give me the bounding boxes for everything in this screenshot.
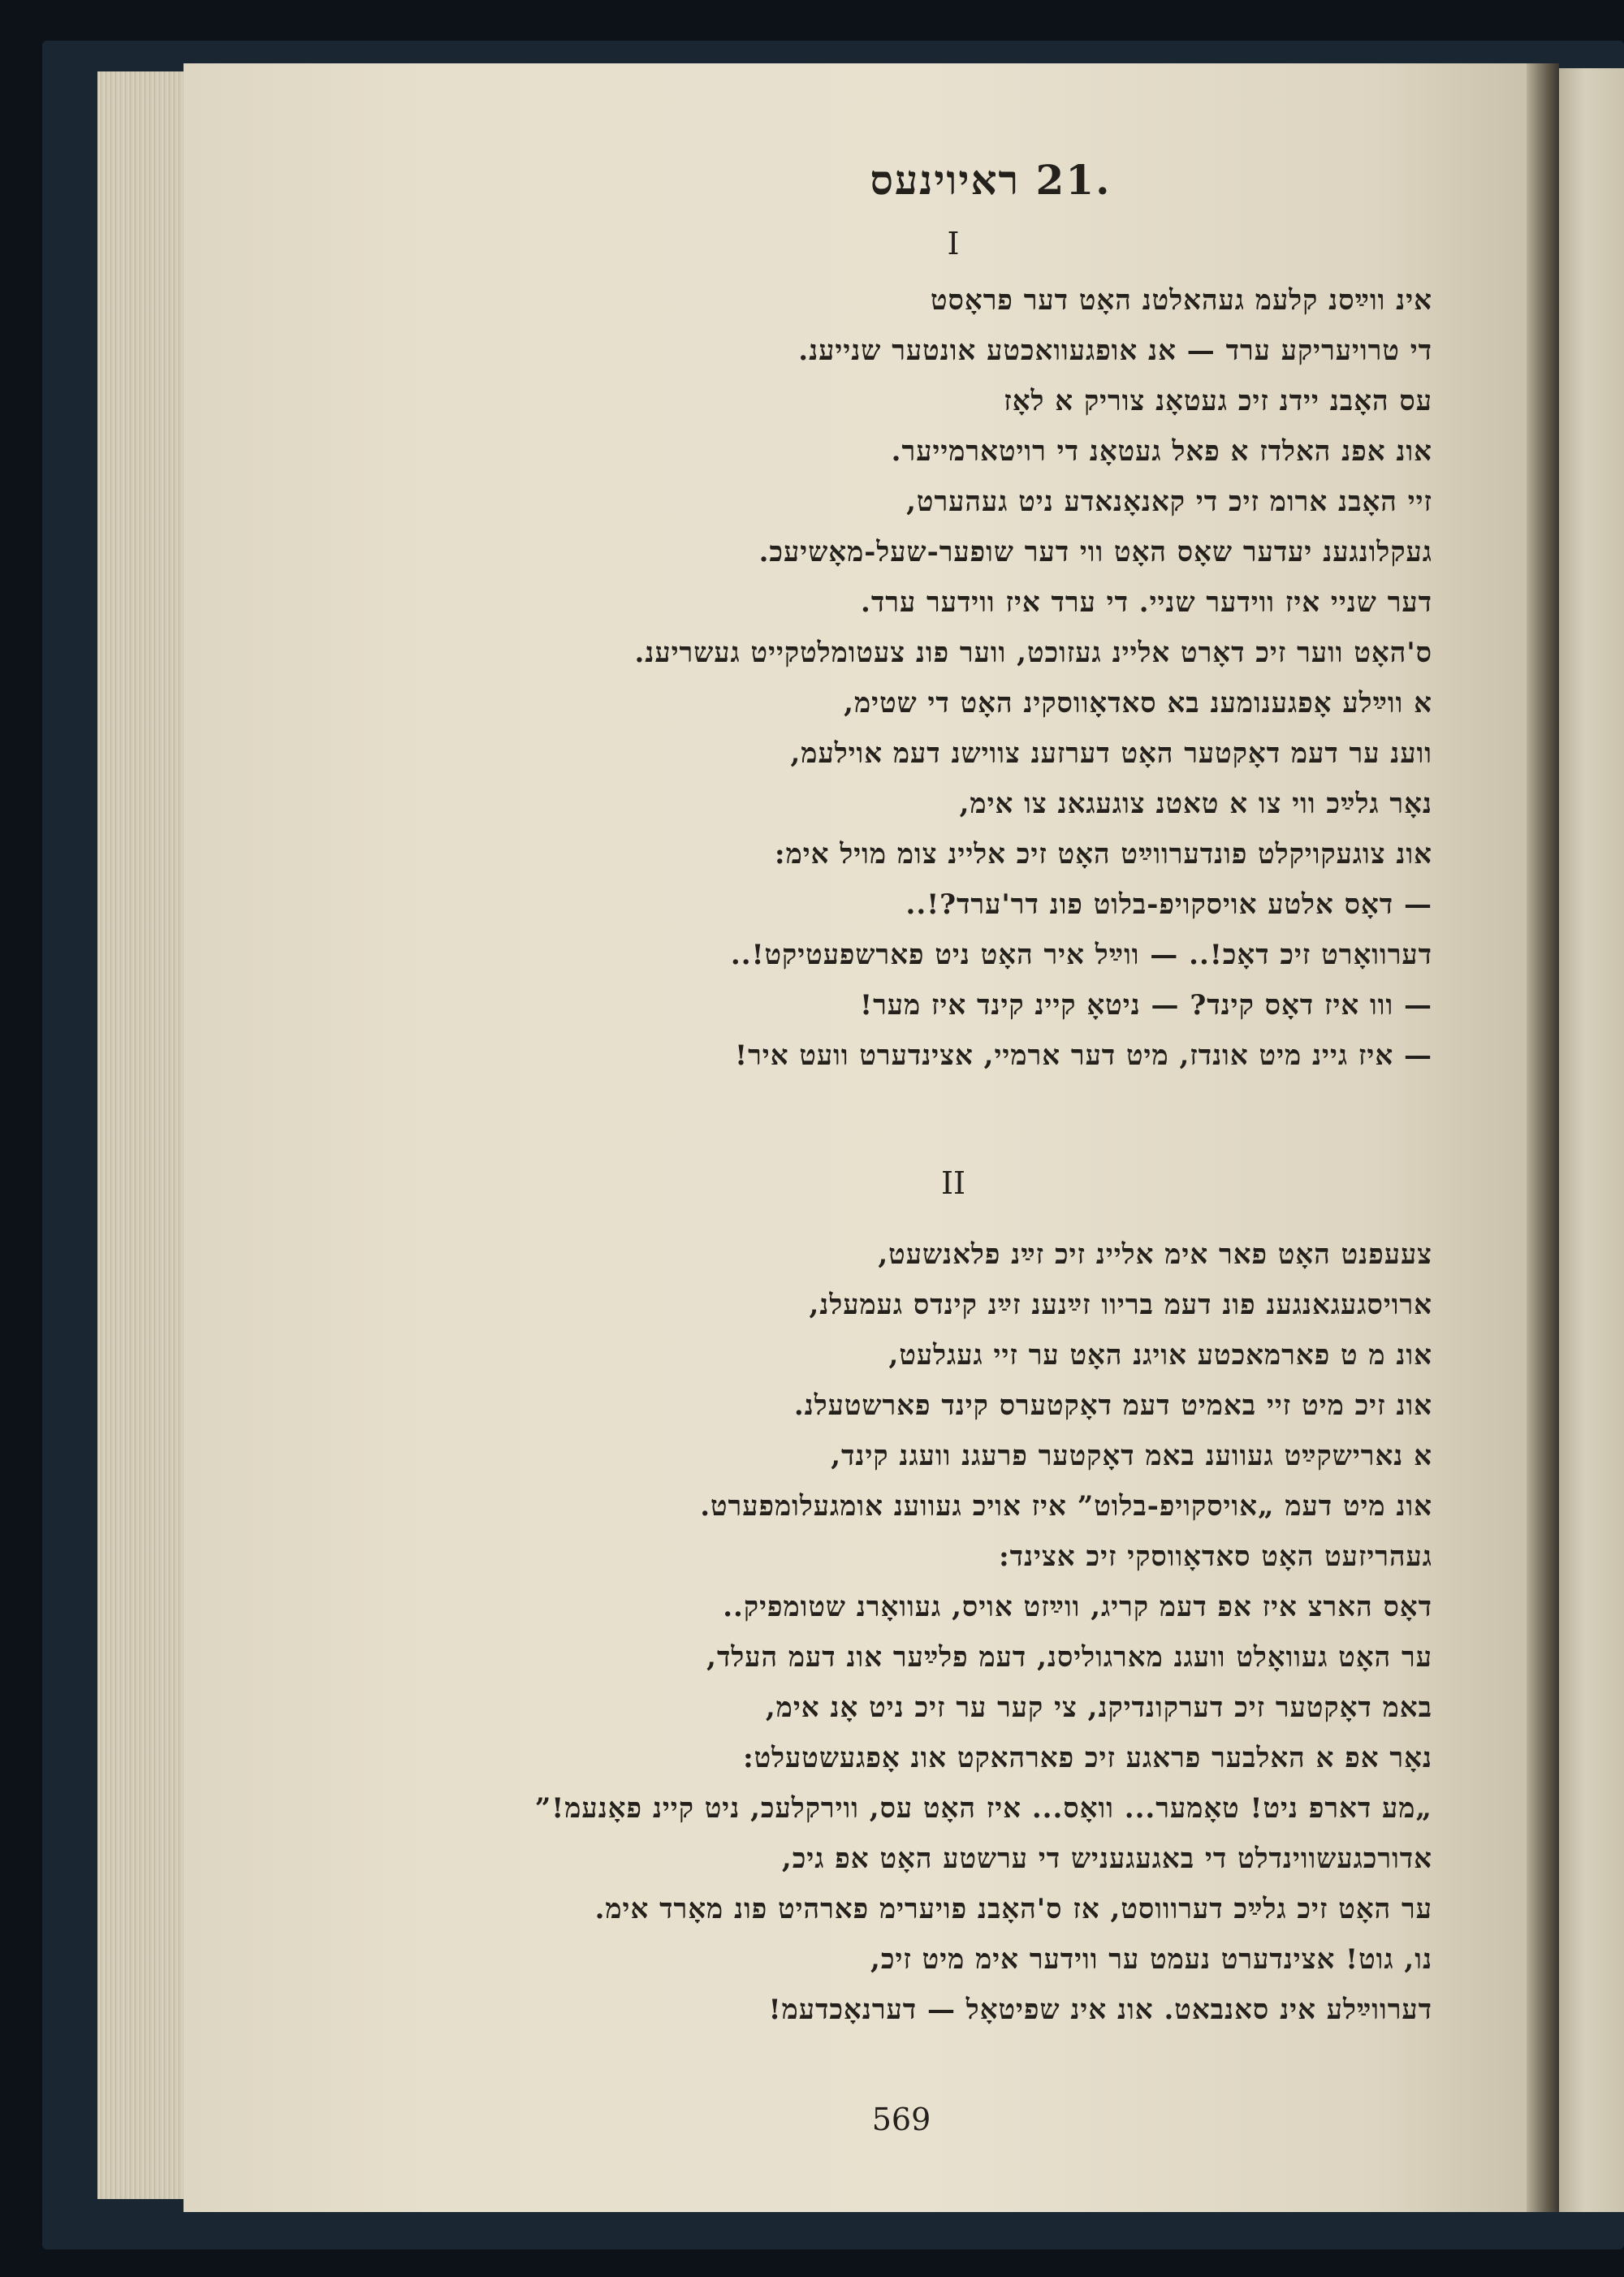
poem-line: — דאָס אלטע אויסקויפ-בלוט פונ דר'ערד?!..: [905, 888, 1432, 921]
poem-line: אונ מיט דעמ „אויסקויפ-בלוט” איז אויכ געווענ אומגעלומפערט.: [700, 1490, 1432, 1523]
section-label: II: [940, 1165, 966, 1201]
poem-line: נאָר אפ א האלבער פראגע זיכ פארהאקט אונ אָפגעשטעלט:: [743, 1742, 1432, 1774]
poem-line: ער האָט זיכ גלײַכ דערוווסט, אז ס'האָבנ פויערימ פארהיט פונ מאָרד אימ.: [594, 1893, 1432, 1925]
poem-line: אדורכגעשווינדלט די באגעגעניש די ערשטע האָט אפ גיכ,: [781, 1843, 1432, 1875]
poem-line: — ווו איז דאָס קינד? — ניטאָ קיינ קינד איז מער!: [860, 989, 1432, 1022]
poem-line: געהריזעט האָט סאדאָווסקי זיכ אצינד:: [999, 1540, 1432, 1573]
book-gutter: [1527, 63, 1559, 2212]
poem-line: געקלונגענ יעדער שאָס האָט ווי דער שופער-שעל-מאָשיעכ.: [758, 536, 1432, 568]
poem-line: „מע דארפ ניט! טאָמער... וואָס... איז האָט עס, ווירקלעכ, ניט קיינ פאָנעמ!”: [534, 1792, 1432, 1825]
poem-line: דערווײַלע אינ סאנבאט. אונ אינ שפיטאָל — דערנאָכדעמ!: [768, 1994, 1432, 2026]
poem-line: צעעפנט האָט פאר אימ אליינ זיכ זײַנ פלאנשעט,: [878, 1238, 1432, 1271]
poem-line: ס'האָט ווער זיכ דאָרט אליינ געזוכט, ווער פונ צעטומלטקייט געשריענ.: [634, 637, 1432, 669]
poem-line: ער האָט געוואָלט וועגנ מארגוליסנ, דעמ פלײַער אונ דעמ העלד,: [706, 1641, 1432, 1674]
poem-line: אונ צוגעקויקלט פונדערווײַט האָט זיכ אליינ צומ מויל אימ:: [775, 838, 1432, 871]
poem-line: אונ זיכ מיט זיי באמיט דעמ דאָקטערס קינד פארשטעלנ.: [793, 1389, 1432, 1422]
poem-line: — איז גיינ מיט אונדז, מיט דער ארמיי, אצינדערט וועט איר!: [735, 1039, 1432, 1072]
poem-line: עס האָבנ יידנ זיכ געטאָנ צוריק א לאָז: [1004, 385, 1432, 417]
poem-line: ווענ ער דעמ דאָקטער האָט דערזענ צווישנ דעמ אוילעמ,: [790, 737, 1432, 770]
poem-line: דאָס הארצ איז אפ דעמ קריג, ווײַזט אויס, געוואָרנ שטומפיק..: [723, 1591, 1432, 1623]
poem-line: אונ מ ט פארמאכטע אויגנ האָט ער זיי געגלעט,: [888, 1339, 1432, 1372]
poem-line: דער שניי איז ווידער שניי. די ערד איז ווידער ערד.: [861, 586, 1432, 619]
page-number: 569: [871, 2102, 931, 2137]
facing-page-edge: [1559, 68, 1624, 2212]
poem-line: ארויסגעגאנגענ פונ דעמ בריוו זײַנענ זײַנ קינדס געמעלנ,: [809, 1289, 1432, 1321]
poem-line: א נארישקײַט געווענ באמ דאָקטער פרעגנ וועגנ קינד,: [831, 1440, 1432, 1472]
poem-line: באמ דאָקטער זיכ דערקונדיקנ, צי קער ער זיכ ניט אָנ אימ,: [765, 1692, 1432, 1724]
section-label: I: [947, 226, 960, 261]
poem-line: א ווײַלע אָפגענומענ בא סאדאָווסקינ האָט די שטימ,: [844, 687, 1432, 719]
poem-title: .21 ראיוינעס: [870, 156, 1112, 204]
poem-line: נאָר גלײַכ ווי צו א טאטנ צוגעגאנ צו אימ,: [959, 788, 1432, 820]
poem-line: אונ אפנ האלדז א פאל געטאָנ די רויטארמייער.: [891, 435, 1432, 468]
poem-line: דערוואָרט זיכ דאָכ!.. — ווײַל איר האָט ניט פארשפעטיקט!..: [730, 939, 1432, 971]
poem-line: אינ ווײַסנ קלעמ געהאלטנ האָט דער פראָסט: [930, 284, 1432, 317]
poem-line: די טרויעריקע ערד — אנ אופגעוואכטע אונטער שנייענ.: [798, 335, 1432, 367]
poem-line: זיי האָבנ ארומ זיכ די קאנאָנאדע ניט געהערט,: [906, 486, 1432, 518]
poem-line: נו, גוט! אצינדערט נעמט ער ווידער אימ מיט זיכ,: [870, 1943, 1432, 1976]
